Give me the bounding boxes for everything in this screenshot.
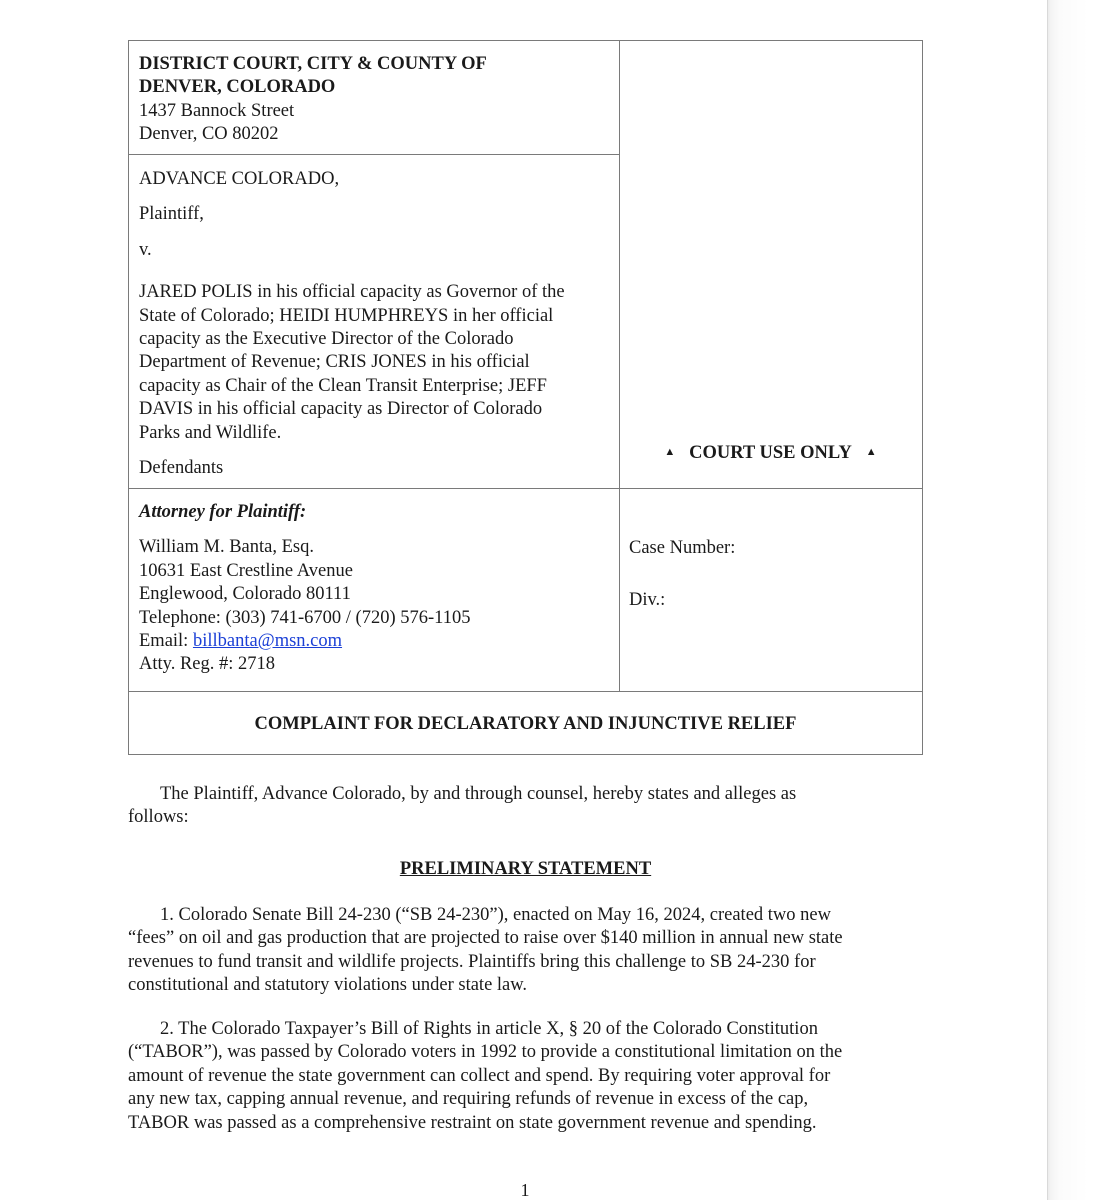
defendants-line: State of Colorado; HEIDI HUMPHREYS in her official — [139, 305, 554, 326]
intro-line: The Plaintiff, Advance Colorado, by and through counsel, hereby states and alleges as — [160, 784, 797, 804]
caption-divider-court — [129, 154, 619, 155]
paragraph-line: constitutional and statutory violations under state law. — [128, 975, 528, 996]
caption-divider-vertical — [619, 41, 620, 691]
attorney-email-line — [139, 630, 609, 653]
document-title: COMPLAINT FOR DECLARATORY AND INJUNCTIVE RELIEF — [254, 714, 797, 734]
court-name-line1: DISTRICT COURT, CITY & COUNTY OF — [139, 54, 487, 74]
paragraph-line: “fees” on oil and gas production that are projected to raise over $140 million in annual new state — [128, 928, 843, 949]
defendants-line: Department of Revenue; CRIS JONES in his official — [139, 352, 530, 373]
court-address-line1: 1437 Bannock Street — [139, 100, 295, 121]
paragraph-line: (“TABOR”), was passed by Colorado voters in 1992 to provide a constitutional limitation on the — [128, 1042, 843, 1063]
intro-paragraph — [128, 783, 928, 830]
caption-divider-attorney — [129, 691, 922, 692]
email-link[interactable]: billbanta@msn.com — [192, 631, 343, 652]
case-number-label: Case Number: — [629, 538, 736, 558]
paragraph-line: amount of revenue the state government can collect and spend. By requiring voter approval for — [128, 1065, 831, 1086]
defendants-line: capacity as the Executive Director of the Colorado — [139, 329, 514, 350]
paragraph-1 — [128, 904, 928, 998]
defendants-line: DAVIS in his official capacity as Director of Colorado — [139, 399, 543, 420]
email-label: Email: — [139, 631, 193, 652]
defendants-role: Defendants — [139, 458, 224, 479]
caption-table — [128, 40, 923, 755]
paragraph-line: TABOR was passed as a comprehensive restraint on state government revenue and spending. — [128, 1112, 817, 1133]
attorney-name: William M. Banta, Esq. — [139, 537, 314, 558]
plaintiff-name: ADVANCE COLORADO, — [139, 169, 340, 189]
paragraph-line: 1. Colorado Senate Bill 24-230 (“SB 24-230”), enacted on May 16, 2024, created two new — [160, 905, 831, 925]
case-block — [629, 537, 735, 613]
court-address-line2: Denver, CO 80202 — [139, 124, 279, 145]
division-label: Div.: — [629, 590, 666, 611]
paragraph-2 — [128, 1018, 928, 1135]
paragraph-line: any new tax, capping annual revenue, and requiring refunds of revenue in excess of the cap, — [128, 1089, 809, 1110]
defendants-line: JARED POLIS in his official capacity as Governor of the — [139, 282, 565, 303]
intro-line: follows: — [128, 807, 189, 828]
defendants-line: capacity as Chair of the Clean Transit Enterprise; JEFF — [139, 375, 547, 396]
court-block — [139, 53, 609, 147]
plaintiff-role: Plaintiff, — [139, 204, 204, 225]
triangle-up-icon: ▲ — [865, 446, 877, 458]
triangle-up-icon: ▲ — [664, 446, 676, 458]
court-name-line2: DENVER, COLORADO — [139, 77, 336, 98]
paragraph-line: 2. The Colorado Taxpayer’s Bill of Rights in article X, § 20 of the Colorado Constitution — [160, 1019, 818, 1039]
attorney-registration: Atty. Reg. #: 2718 — [139, 654, 276, 675]
defendants-line: Parks and Wildlife. — [139, 422, 282, 443]
attorney-telephone: Telephone: (303) 741-6700 / (720) 576-1105 — [139, 607, 471, 628]
attorney-address2: Englewood, Colorado 80111 — [139, 584, 351, 605]
attorney-address1: 10631 East Crestline Avenue — [139, 560, 353, 581]
court-use-only-label: COURT USE ONLY — [689, 443, 852, 463]
versus: v. — [139, 239, 152, 260]
attorney-block — [139, 501, 609, 677]
caption-divider-parties — [129, 488, 922, 489]
section-heading: PRELIMINARY STATEMENT — [399, 859, 652, 879]
page-edge-shadow — [1047, 0, 1114, 1200]
paragraph-line: revenues to fund transit and wildlife projects. Plaintiffs bring this challenge to SB 24-230 for — [128, 951, 816, 972]
attorney-heading: Attorney for Plaintiff: — [139, 502, 307, 522]
parties-block — [139, 168, 614, 480]
court-use-only — [619, 441, 922, 465]
page-number: 1 — [520, 1180, 530, 1200]
